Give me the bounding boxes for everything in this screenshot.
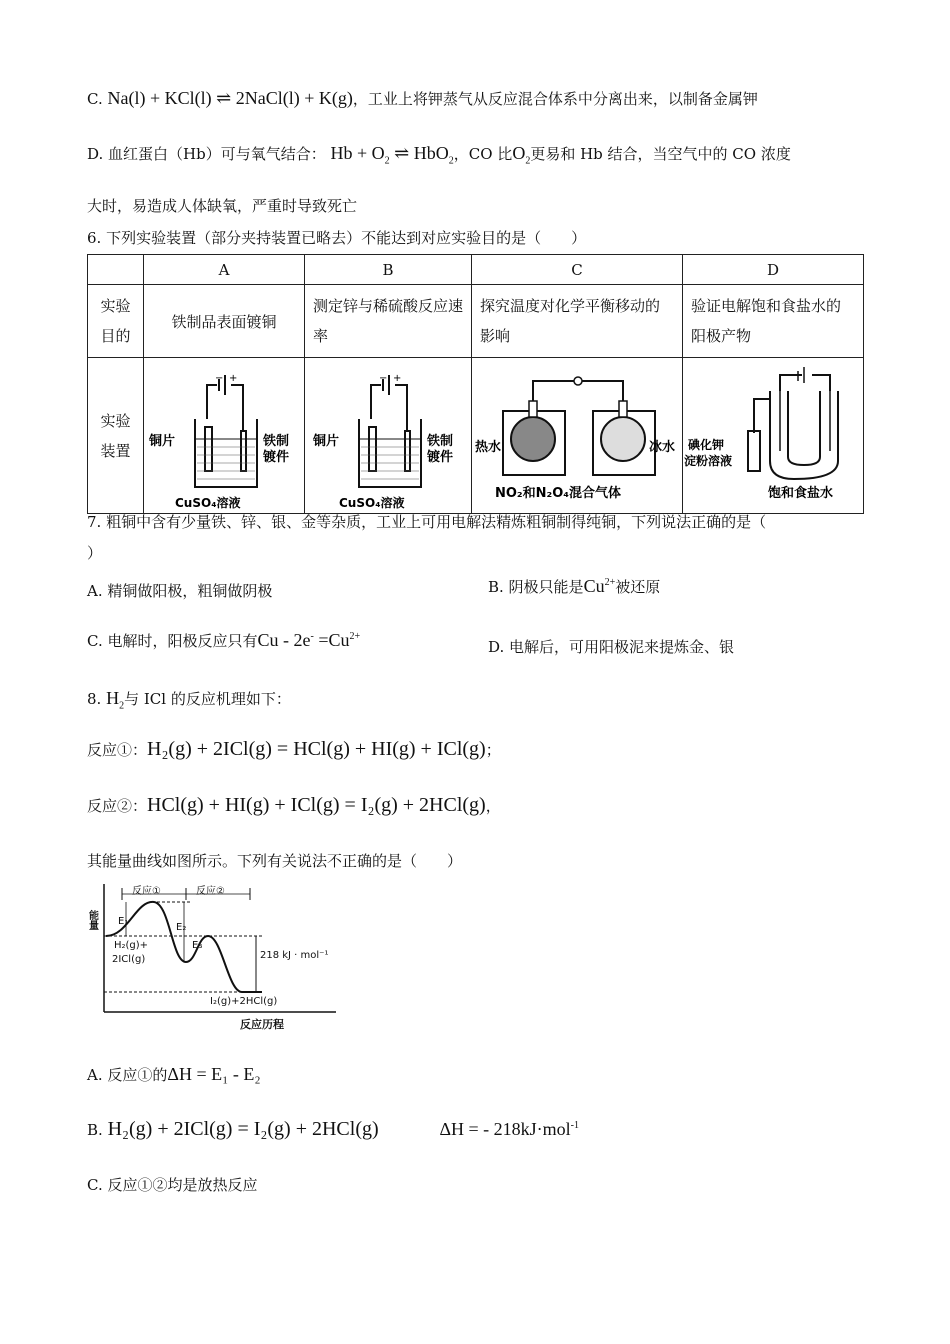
q6-row-apparatus-label: 实验 装置 xyxy=(88,358,144,514)
fig-a-label-bottom: CuSO₄溶液 xyxy=(175,495,241,510)
chart-label-e1: E₁ xyxy=(118,916,129,927)
chart-ylabel: 能量 xyxy=(86,910,98,930)
q6-col-d: D xyxy=(683,255,864,285)
q6-purpose-b: 测定锌与稀硫酸反应速率 xyxy=(305,285,472,358)
q8-reaction-2: 反应②：HCl(g) + HI(g) + ICl(g) = I₂(g) + 2HCl(g)， xyxy=(87,794,501,816)
q7-stem-end: ） xyxy=(87,544,103,562)
fig-d-label-bottom: 饱和食盐水 xyxy=(768,485,834,501)
svg-text:−: − xyxy=(379,372,388,384)
q6-purpose-c: 探究温度对化学平衡移动的影响 xyxy=(472,285,683,358)
q7-c-equation: $Cu - 2e^- =Cu^{2+}$ xyxy=(257,630,361,650)
chart-xlabel: 反应历程 xyxy=(240,1018,284,1031)
q8-a-equation: ΔH = E₁ - E₂ xyxy=(167,1064,261,1084)
no2-equilibrium-apparatus xyxy=(473,361,681,511)
electrolysis-u-tube-apparatus xyxy=(684,361,862,511)
fig-b-label-left: 铜片 xyxy=(313,433,340,449)
fig-c-label-cold: 冰水 xyxy=(649,439,676,455)
q6-figure-b xyxy=(305,358,472,514)
q7-option-a: A. 精铜做阳极，粗铜做阴极 xyxy=(87,582,273,600)
fig-b-label-bottom: CuSO₄溶液 xyxy=(339,495,405,510)
q8-b-dh: ΔH = - 218kJ·mol$^{-1}$ xyxy=(439,1119,580,1139)
q8-energy-stem: 其能量曲线如图所示。下列有关说法不正确的是（ ） xyxy=(87,852,463,870)
fig-b-label-right1: 铁制 xyxy=(427,433,454,449)
q7-option-d: D. 电解后，可用阳极泥来提炼金、银 xyxy=(488,638,735,656)
fig-b-label-right2: 镀件 xyxy=(427,449,454,465)
q6-figure-a xyxy=(144,358,305,514)
q6-figure-c xyxy=(472,358,683,514)
fig-a-label-left: 铜片 xyxy=(149,433,176,449)
q8-option-c: C. 反应①②均是放热反应 xyxy=(87,1176,258,1194)
q7-option-b: B. 阴极只能是$Cu^{2+}$被还原 xyxy=(488,576,661,596)
chart-end-label: I₂(g)+2HCl(g) xyxy=(210,996,278,1007)
q7-option-c: C. 电解时，阳极反应只有$Cu - 2e^- =Cu^{2+}$ xyxy=(87,630,361,650)
q8-stem: 8. $H_2$与 ICl 的反应机理如下： xyxy=(87,688,291,712)
q6-figure-d xyxy=(683,358,864,514)
q8-b-equation: H₂(g) + 2ICl(g) = I₂(g) + 2HCl(g) xyxy=(107,1118,379,1140)
q8-option-b: B. H₂(g) + 2ICl(g) = I₂(g) + 2HCl(g) ΔH = - 218kJ·mol$^{-1}$ xyxy=(87,1118,580,1140)
q6-row-purpose-label: 实验 目的 xyxy=(88,285,144,358)
chart-start-2: 2ICl(g) xyxy=(112,954,146,965)
q7-stem: 7. 粗铜中含有少量铁、锌、银、金等杂质，工业上可用电解法精炼粗铜制得纯铜，下列说法正确的是（ xyxy=(87,513,767,531)
fig-d-label-left2: 淀粉溶液 xyxy=(684,453,733,468)
chart-label-r1: 反应① xyxy=(132,886,161,897)
electroplating-apparatus-a xyxy=(145,361,303,511)
energy-profile-chart xyxy=(86,880,348,1032)
fig-d-label-left1: 碘化钾 xyxy=(688,437,725,452)
q5-c-equation: Na(l) + KCl(l) ⇌ 2NaCl(l) + K(g) xyxy=(107,88,353,108)
fig-a-label-right1: 铁制 xyxy=(263,433,290,449)
q6-stem: 6. 下列实验装置（部分夹持装置已略去）不能达到对应实验目的是（ ） xyxy=(87,229,587,247)
fig-a-label-right2: 镀件 xyxy=(263,449,290,465)
fig-c-label-hot: 热水 xyxy=(475,439,502,455)
electroplating-apparatus-b xyxy=(309,361,467,511)
q6-col-c: C xyxy=(472,255,683,285)
svg-text:+: + xyxy=(229,372,238,384)
q6-table xyxy=(87,254,864,514)
chart-dh-label: 218 kJ · mol⁻¹ xyxy=(260,950,329,961)
svg-text:+: + xyxy=(393,372,402,384)
q6-col-b: B xyxy=(305,255,472,285)
q6-corner xyxy=(88,255,144,285)
q6-col-a: A xyxy=(144,255,305,285)
q5-option-d: D. 血红蛋白（Hb）可与氧气结合： $Hb + O_2$ ⇌ HbO$_2$，CO 比$O_2$更易和 Hb 结合，当空气中的 CO 浓度 xyxy=(87,143,791,167)
chart-label-e2: E₂ xyxy=(176,922,187,933)
q8-reaction-1: 反应①：H₂(g) + 2ICl(g) = HCl(g) + HI(g) + ICl(g)； xyxy=(87,738,501,760)
q5-option-c: C. Na(l) + KCl(l) ⇌ 2NaCl(l) + K(g)，工业上将钾蒸气从反应混合体系中分离出来，以制备金属钾 xyxy=(87,88,758,108)
q5-d-equation: $Hb + O_2$ ⇌ HbO$_2$ xyxy=(330,143,454,167)
chart-start-1: H₂(g)+ xyxy=(114,940,149,951)
fig-c-label-bottom: NO₂和N₂O₄混合气体 xyxy=(495,485,621,501)
svg-text:−: − xyxy=(215,372,224,384)
q5-option-d-cont: 大时，易造成人体缺氧，严重时导致死亡 xyxy=(87,197,358,215)
chart-label-r2: 反应② xyxy=(196,886,225,897)
q6-purpose-d: 验证电解饱和食盐水的阳极产物 xyxy=(683,285,864,358)
chart-label-e3: E₃ xyxy=(192,940,203,951)
q8-option-a: A. 反应①的ΔH = E₁ - E₂ xyxy=(87,1064,261,1084)
q6-purpose-a: 铁制品表面镀铜 xyxy=(144,285,305,358)
